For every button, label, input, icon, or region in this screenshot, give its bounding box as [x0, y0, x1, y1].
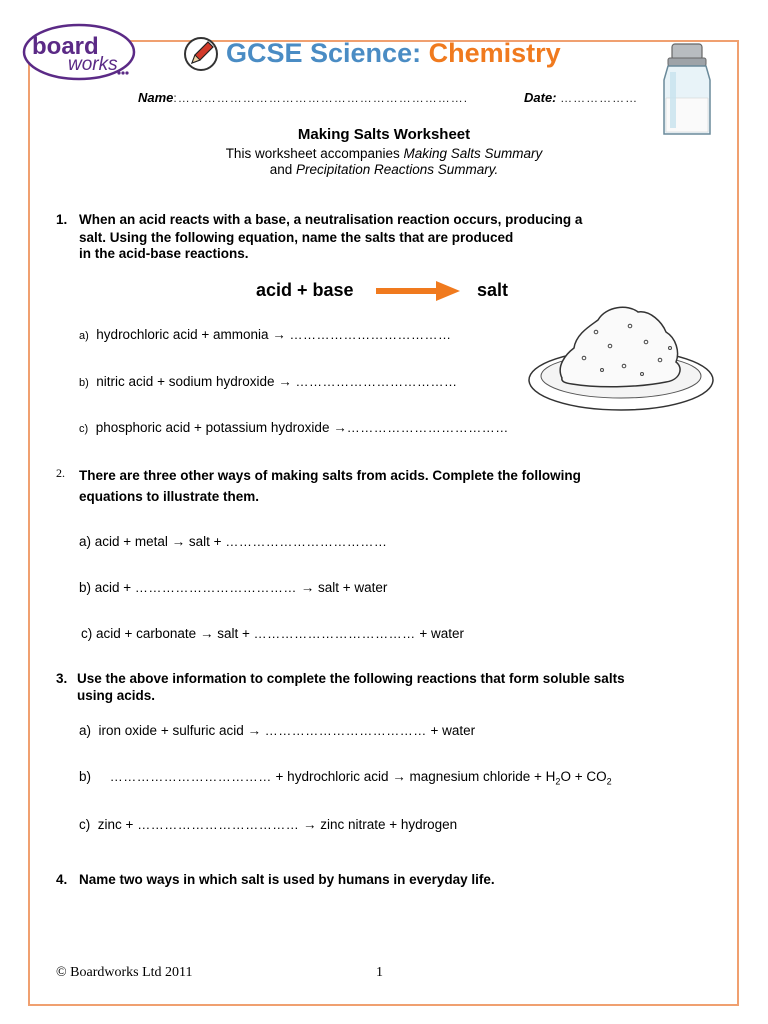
date-label: Date: ………………	[524, 90, 639, 105]
q2-text-line2: equations to illustrate them.	[79, 489, 260, 504]
salt-plate-illustration	[526, 296, 716, 414]
q1-text-line2: salt. Using the following equation, name the salts that are produced	[79, 230, 514, 245]
q1a-row: a) hydrochloric acid + ammonia → ………………………………	[79, 327, 452, 342]
answer-blank[interactable]: ………………………………	[295, 374, 458, 389]
footer-page-number: 1	[376, 965, 383, 980]
q2c-row: c) acid + carbonate → salt + ……………………………… + water	[81, 626, 465, 641]
q2-number: 2.	[56, 466, 65, 480]
answer-blank[interactable]: ………………………………	[253, 626, 416, 641]
page-header-title	[226, 38, 561, 69]
worksheet-title: Making Salts Worksheet	[297, 126, 471, 143]
q4-number: 4.	[56, 872, 68, 887]
arrow-icon	[376, 280, 462, 302]
equation-right: salt	[477, 280, 509, 300]
answer-blank[interactable]: ………………………………	[134, 580, 297, 595]
footer-copyright: © Boardworks Ltd 2011	[56, 965, 193, 980]
q1c-row: c) phosphoric acid + potassium hydroxide →………………………………	[79, 420, 509, 435]
answer-blank[interactable]: ………………………………	[225, 534, 388, 549]
q2a-row: a) acid + metal → salt + ………………………………	[79, 534, 388, 549]
q3-text-line1: Use the above information to complete the following reactions that form soluble salts	[77, 671, 625, 686]
salt-shaker-icon	[656, 40, 718, 140]
answer-blank[interactable]: ………………………………	[289, 327, 452, 342]
worksheet-intro-line1: This worksheet accompanies Making Salts Summary	[225, 146, 543, 161]
q2-text-line1: There are three other ways of making salts from acids. Complete the following	[79, 468, 581, 483]
name-label: Name:………………………………………………………….	[138, 90, 469, 105]
boardworks-logo	[22, 22, 138, 82]
worksheet-intro-line2: and Precipitation Reactions Summary.	[269, 162, 499, 177]
q1-text-line1: When an acid reacts with a base, a neutralisation reaction occurs, producing a	[79, 212, 583, 227]
answer-blank[interactable]: ………………………………	[346, 420, 509, 435]
q2b-row: b) acid + ……………………………… → salt + water	[79, 580, 388, 595]
q3a-row: a) iron oxide + sulfuric acid → ……………………………… + water	[79, 723, 476, 738]
q4-text: Name two ways in which salt is used by humans in everyday life.	[79, 872, 495, 887]
q1b-row: b) nitric acid + sodium hydroxide → ………………………………	[79, 374, 458, 389]
answer-blank[interactable]: ………………………………	[109, 769, 272, 784]
q3c-row: c) zinc + ……………………………… → zinc nitrate + hydrogen	[79, 817, 458, 832]
q3b-row: b) ……………………………… + hydrochloric acid → magnesium chloride + $H_2O + CO_2$	[79, 769, 612, 787]
header-chemistry: Chemistry	[428, 38, 561, 68]
answer-blank[interactable]: ………………………………	[137, 817, 300, 832]
page-border	[28, 40, 739, 1006]
q1-text-line3: in the acid-base reactions.	[79, 246, 249, 261]
svg-text:works: works	[68, 54, 118, 75]
header-science: GCSE Science:	[226, 38, 422, 68]
q3-number: 3.	[56, 671, 68, 686]
pencil-icon	[183, 36, 219, 72]
q1-number: 1.	[56, 212, 68, 227]
svg-text:board: board	[32, 33, 99, 60]
answer-blank[interactable]: ………………………………	[264, 723, 427, 738]
equation-left: acid + base	[256, 280, 354, 300]
q3-text-line2: using acids.	[77, 688, 156, 703]
